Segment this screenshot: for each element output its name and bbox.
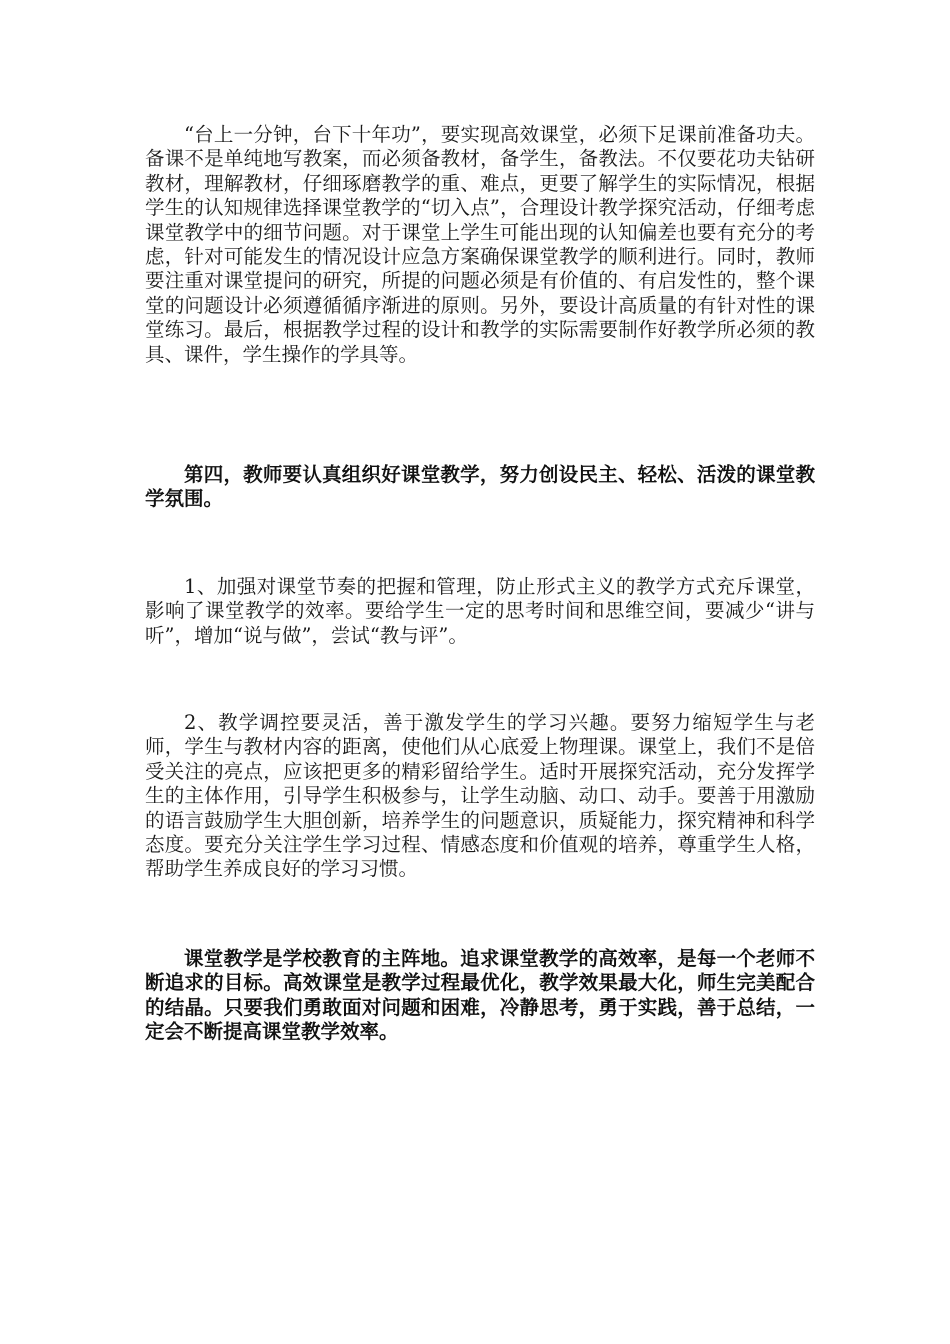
- paragraph-lesson-preparation: “台上一分钟，台下十年功”，要实现高效课堂，必须下足课前准备功夫。备课不是单纯地写教案，而必须备教材，备学生，备教法。不仅要花功夫钻研教材，理解教材，仔细琢磨教学的重、难点，更要了解学生的实际情况，根据学生的认知规律选择课堂教学的“切入点”，合理设计教学探究活动，仔细考虑课堂教学中的细节问题。对于课堂上学生可能出现的认知偏差也要有充分的考虑，针对可能发生的情况设计应急方案确保课堂教学的顺利进行。同时，教师要注重对课堂提问的研究，所提的问题必须是有价值的、有启发性的，整个课堂的问题设计必须遵循循序渐进的原则。另外，要设计高质量的有针对性的课堂练习。最后，根据教学过程的设计和教学的实际需要制作好教学所必须的教具、课件，学生操作的学具等。: [145, 123, 815, 366]
- paragraph-point-1-rhythm: 1、加强对课堂节奏的把握和管理，防止形式主义的教学方式充斥课堂，影响了课堂教学的效率。要给学生一定的思考时间和思维空间，要减少“讲与听”，增加“说与做”，尝试“教与评”。: [145, 575, 815, 647]
- paragraph-conclusion: 课堂教学是学校教育的主阵地。追求课堂教学的高效率，是每一个老师不断追求的目标。高效课堂是教学过程最优化，教学效果最大化，师生完美配合的结晶。只要我们勇敢面对问题和困难，冷静思考，勇于实践，善于总结，一定会不断提高课堂教学效率。: [145, 947, 815, 1044]
- paragraph-point-2-flexible-control: 2、教学调控要灵活，善于激发学生的学习兴趣。要努力缩短学生与老师，学生与教材内容的距离，使他们从心底爱上物理课。课堂上，我们不是倍受关注的亮点，应该把更多的精彩留给学生。适时开展探究活动，充分发挥学生的主体作用，引导学生积极参与，让学生动脑、动口、动手。要善于用激励的语言鼓励学生大胆创新，培养学生的问题意识，质疑能力，探究精神和科学态度。要充分关注学生学习过程、情感态度和价值观的培养，尊重学生人格，帮助学生养成良好的学习习惯。: [145, 711, 815, 881]
- section-heading-classroom-organization: 第四，教师要认真组织好课堂教学，努力创设民主、轻松、活泼的课堂教学氛围。: [145, 463, 815, 511]
